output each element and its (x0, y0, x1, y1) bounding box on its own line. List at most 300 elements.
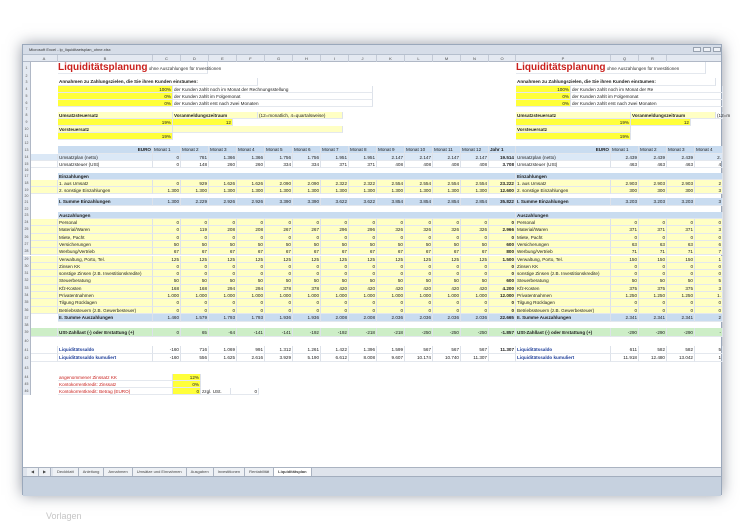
column-header-L[interactable]: L (405, 55, 433, 62)
value-cell[interactable]: 0 (209, 234, 237, 241)
cell[interactable] (31, 270, 58, 277)
value-cell[interactable]: 1.626 (237, 180, 265, 187)
value-cell[interactable]: 0 (461, 299, 489, 306)
value-cell[interactable]: 567 (461, 346, 489, 354)
value-cell[interactable]: 0 (181, 307, 209, 314)
value-cell[interactable]: 67 (265, 248, 293, 255)
value-cell[interactable]: 208 (237, 226, 265, 233)
column-header-R[interactable]: R (639, 55, 667, 62)
row-label[interactable]: Privatentnahmen (58, 292, 153, 299)
value-cell[interactable]: 0 (153, 161, 181, 168)
year-total-cell[interactable]: 12.600 (489, 187, 516, 194)
year-total-cell[interactable] (489, 354, 516, 362)
row-label[interactable]: 2. sonstige Einzahlungen (58, 187, 153, 194)
value-cell[interactable]: 294 (237, 285, 265, 292)
year-total-cell[interactable]: 600 (489, 241, 516, 248)
value-cell[interactable]: 408 (405, 161, 433, 168)
row-number[interactable]: 30 (23, 263, 31, 270)
value-cell[interactable]: 67 (349, 248, 377, 255)
value-cell[interactable]: 2.616 (237, 354, 265, 362)
payment-pct-input[interactable]: 0% (58, 100, 173, 107)
value-cell[interactable]: 0 (237, 219, 265, 226)
value-cell[interactable]: 0 (181, 234, 209, 241)
value-cell-right[interactable]: - (695, 328, 723, 337)
value-cell[interactable]: 0 (405, 307, 433, 314)
value-cell[interactable]: 168 (181, 285, 209, 292)
row-label[interactable]: Werbung/Vertrieb (58, 248, 153, 255)
value-cell[interactable]: -141 (237, 328, 265, 337)
value-cell[interactable]: 6.612 (321, 354, 349, 362)
value-cell-right[interactable]: 0 (611, 307, 639, 314)
value-cell-right[interactable]: 0 (667, 219, 695, 226)
value-cell[interactable]: 260 (209, 161, 237, 168)
value-cell[interactable]: 0 (293, 307, 321, 314)
value-cell-right[interactable]: 71 (667, 248, 695, 255)
row-number[interactable]: 2 (23, 74, 31, 78)
value-cell[interactable]: 0 (209, 307, 237, 314)
row-label[interactable]: Kfz-Kosten (58, 285, 153, 292)
value-cell-right[interactable]: -290 (611, 328, 639, 337)
param-input[interactable]: 0 (173, 388, 201, 395)
value-cell-right[interactable]: 2.903 (639, 180, 667, 187)
value-cell-right[interactable]: 300 (667, 187, 695, 194)
value-cell[interactable]: 8.008 (349, 354, 377, 362)
value-cell[interactable]: 50 (209, 241, 237, 248)
value-cell[interactable]: 0 (293, 234, 321, 241)
value-cell[interactable]: 2.322 (349, 180, 377, 187)
year-total-cell[interactable]: 4.200 (489, 285, 516, 292)
row-number[interactable]: 46 (23, 388, 31, 395)
row-label[interactable]: Material/Waren (58, 226, 153, 233)
value-cell[interactable]: 10.740 (433, 354, 461, 362)
value-cell[interactable]: 67 (293, 248, 321, 255)
row-label-right[interactable]: Versicherungen (516, 241, 611, 248)
row-number[interactable]: 40 (23, 337, 31, 346)
value-cell[interactable]: 0 (181, 270, 209, 277)
value-cell[interactable]: 378 (265, 285, 293, 292)
value-cell[interactable]: 50 (377, 277, 405, 284)
value-cell[interactable]: 50 (377, 241, 405, 248)
value-cell[interactable]: 2.147 (461, 154, 489, 161)
row-label[interactable]: USt-Zahllast (-) oder Erstattung (+) (58, 328, 153, 337)
row-number[interactable]: 33 (23, 285, 31, 292)
row-number[interactable]: 18 (23, 180, 31, 187)
column-header-H[interactable]: H (293, 55, 321, 62)
row-number[interactable]: 22 (23, 206, 31, 212)
value-cell[interactable]: 67 (377, 248, 405, 255)
payment-pct-input-right[interactable]: 100% (516, 86, 571, 93)
value-cell-right[interactable]: 0 (639, 307, 667, 314)
value-cell[interactable]: 1.300 (293, 187, 321, 194)
value-cell-right[interactable]: 0 (611, 299, 639, 306)
value-cell-right[interactable]: 375 (639, 285, 667, 292)
cell[interactable] (31, 354, 58, 362)
row-number[interactable]: 12 (23, 140, 31, 146)
row-label[interactable]: Umsatzsteuer (USt) (58, 161, 153, 168)
value-cell-right[interactable]: 5 (695, 346, 723, 354)
minimize-button[interactable] (693, 47, 701, 52)
value-cell[interactable]: -250 (433, 328, 461, 337)
period-input[interactable]: 12 (173, 119, 233, 126)
value-cell[interactable]: 125 (153, 256, 181, 263)
row-number[interactable]: 5 (23, 93, 31, 100)
value-cell[interactable]: -160 (153, 354, 181, 362)
value-cell[interactable]: 67 (321, 248, 349, 255)
value-cell[interactable]: 1.951 (321, 154, 349, 161)
sheet-tab[interactable]: Ausgaben (187, 468, 214, 476)
row-number[interactable]: 39 (23, 328, 31, 337)
row-number[interactable]: 38 (23, 322, 31, 328)
row-label[interactable]: Steuerberatung (58, 277, 153, 284)
value-cell[interactable]: 1.626 (209, 180, 237, 187)
value-cell[interactable]: 0 (461, 263, 489, 270)
year-total-cell[interactable]: 800 (489, 248, 516, 255)
value-cell[interactable]: -192 (293, 328, 321, 337)
value-cell[interactable]: -192 (321, 328, 349, 337)
row-label-right[interactable]: Privatentnahmen (516, 292, 611, 299)
value-cell[interactable]: 420 (321, 285, 349, 292)
value-cell[interactable]: 125 (461, 256, 489, 263)
value-cell[interactable]: 125 (209, 256, 237, 263)
value-cell[interactable]: 1.000 (293, 292, 321, 299)
value-cell[interactable]: 0 (293, 263, 321, 270)
value-cell[interactable]: 1.000 (405, 292, 433, 299)
value-cell[interactable]: 2.554 (461, 180, 489, 187)
row-label[interactable]: Personal (58, 219, 153, 226)
cell[interactable] (31, 226, 58, 233)
row-number[interactable]: 7 (23, 107, 31, 112)
value-cell-right[interactable]: 1.250 (611, 292, 639, 299)
year-total-cell[interactable]: 23.222 (489, 180, 516, 187)
year-total-cell[interactable]: 2.966 (489, 226, 516, 233)
cell[interactable] (31, 346, 58, 354)
value-cell[interactable]: 326 (461, 226, 489, 233)
value-cell-right[interactable]: 582 (667, 346, 695, 354)
value-cell[interactable]: 0 (265, 270, 293, 277)
value-cell-right[interactable]: 0 (611, 263, 639, 270)
value-cell[interactable]: 0 (433, 234, 461, 241)
row-number[interactable]: 41 (23, 346, 31, 354)
value-cell[interactable]: 0 (349, 234, 377, 241)
cell[interactable] (31, 292, 58, 299)
row-number[interactable]: 31 (23, 270, 31, 277)
row-number[interactable]: 29 (23, 256, 31, 263)
value-cell[interactable]: 9.607 (377, 354, 405, 362)
value-cell-right[interactable]: 0 (611, 219, 639, 226)
value-cell[interactable]: 1.300 (377, 187, 405, 194)
value-cell[interactable]: 125 (349, 256, 377, 263)
value-cell[interactable]: 1.261 (293, 346, 321, 354)
row-number[interactable]: 42 (23, 354, 31, 362)
year-total-cell[interactable]: 19.514 (489, 154, 516, 161)
value-cell-right[interactable]: 463 (639, 161, 667, 168)
value-cell-right[interactable]: 0 (695, 263, 723, 270)
value-cell[interactable]: 294 (209, 285, 237, 292)
value-cell[interactable]: 0 (433, 299, 461, 306)
value-cell[interactable]: 0 (377, 307, 405, 314)
value-cell[interactable]: 0 (321, 263, 349, 270)
value-cell-right[interactable]: 0 (695, 307, 723, 314)
payment-pct-input-right[interactable]: 0% (516, 93, 571, 100)
year-total-cell[interactable]: 0 (489, 299, 516, 306)
year-total-cell[interactable]: 11.307 (489, 346, 516, 354)
value-cell[interactable]: 2.554 (433, 180, 461, 187)
value-cell[interactable]: 0 (153, 328, 181, 337)
cell[interactable] (31, 299, 58, 306)
value-cell[interactable]: 420 (405, 285, 433, 292)
value-cell[interactable]: 567 (433, 346, 461, 354)
row-number[interactable]: 17 (23, 173, 31, 180)
value-cell[interactable]: 0 (209, 219, 237, 226)
value-cell[interactable]: 0 (349, 219, 377, 226)
value-cell-right[interactable]: 150 (639, 256, 667, 263)
row-number[interactable]: 13 (23, 146, 31, 154)
value-cell[interactable]: 0 (321, 219, 349, 226)
value-cell[interactable]: 50 (405, 277, 433, 284)
value-cell-right[interactable]: 0 (695, 234, 723, 241)
value-cell[interactable]: 50 (349, 277, 377, 284)
row-number[interactable]: 9 (23, 119, 31, 126)
row-label-right[interactable]: USt-Zahllast (-) oder Erstattung (+) (516, 328, 611, 337)
value-cell-right[interactable]: 2.903 (611, 180, 639, 187)
value-cell[interactable]: 0 (433, 263, 461, 270)
close-button[interactable] (713, 47, 721, 52)
value-cell-right[interactable]: 0 (639, 219, 667, 226)
column-header-E[interactable]: E (209, 55, 237, 62)
row-number[interactable]: 11 (23, 133, 31, 140)
value-cell[interactable]: 50 (321, 241, 349, 248)
year-total-cell[interactable]: 1.500 (489, 256, 516, 263)
row-label[interactable]: Zinsen KK (58, 263, 153, 270)
value-cell-right[interactable]: 0 (639, 299, 667, 306)
value-cell[interactable]: 1.366 (237, 154, 265, 161)
row-label-right[interactable]: Kfz-Kosten (516, 285, 611, 292)
value-cell[interactable]: 1.951 (349, 154, 377, 161)
value-cell[interactable]: 0 (405, 219, 433, 226)
value-cell[interactable]: -160 (153, 346, 181, 354)
row-label-right[interactable]: Umsatzplan (netto) (516, 154, 611, 161)
cell[interactable] (31, 187, 58, 194)
value-cell-right[interactable]: 63 (611, 241, 639, 248)
row-label-right[interactable]: Werbung/Vertrieb (516, 248, 611, 255)
value-cell[interactable]: 0 (349, 263, 377, 270)
value-cell-right[interactable]: 7 (695, 248, 723, 255)
value-cell[interactable]: 1.300 (321, 187, 349, 194)
value-cell[interactable]: 0 (405, 263, 433, 270)
value-cell[interactable]: 0 (181, 219, 209, 226)
value-cell[interactable]: 267 (265, 226, 293, 233)
value-cell[interactable]: 50 (461, 277, 489, 284)
value-cell[interactable]: 50 (153, 277, 181, 284)
year-total-cell[interactable]: 0 (489, 307, 516, 314)
value-cell[interactable]: 50 (181, 241, 209, 248)
value-cell[interactable]: 0 (153, 226, 181, 233)
value-cell-right[interactable]: 463 (667, 161, 695, 168)
value-cell[interactable]: 3.929 (265, 354, 293, 362)
value-cell[interactable]: 0 (433, 307, 461, 314)
row-number[interactable]: 35 (23, 299, 31, 306)
row-label-right[interactable]: Betriebssteuern (z.B. Gewerbesteuer) (516, 307, 611, 314)
row-label-right[interactable]: Liquiditätssaldo (516, 346, 611, 354)
value-cell[interactable]: 125 (265, 256, 293, 263)
value-cell[interactable]: 0 (349, 307, 377, 314)
value-cell-right[interactable]: 0 (667, 270, 695, 277)
value-cell[interactable]: -218 (349, 328, 377, 337)
value-cell[interactable]: 0 (349, 270, 377, 277)
cell[interactable] (31, 277, 58, 284)
column-header-B[interactable]: B (58, 55, 153, 62)
value-cell[interactable]: 50 (237, 241, 265, 248)
row-number[interactable]: 8 (23, 112, 31, 119)
value-cell-right[interactable]: 0 (611, 270, 639, 277)
row-label[interactable]: Tilgung Rücklagen (58, 299, 153, 306)
value-cell[interactable]: 0 (377, 270, 405, 277)
column-header-M[interactable]: M (433, 55, 461, 62)
row-number[interactable]: 1 (23, 62, 31, 74)
value-cell[interactable]: 0 (153, 307, 181, 314)
value-cell-right[interactable]: 375 (667, 285, 695, 292)
row-label[interactable]: Miete, Pacht (58, 234, 153, 241)
value-cell[interactable]: 67 (405, 248, 433, 255)
sheet-tab[interactable]: Umsätze und Einnahmen (133, 468, 187, 476)
row-label-right[interactable]: Umsatzsteuer (USt) (516, 161, 611, 168)
value-cell[interactable]: 716 (181, 346, 209, 354)
value-cell-right[interactable]: 1 (695, 354, 723, 362)
value-cell[interactable]: 1.599 (377, 346, 405, 354)
payment-pct-input-right[interactable]: 0% (516, 100, 571, 107)
column-header-D[interactable]: D (181, 55, 209, 62)
value-cell[interactable]: 1.000 (153, 292, 181, 299)
value-cell[interactable]: 371 (321, 161, 349, 168)
row-label-right[interactable]: sonstige Zinsen (z.B. Investitionskredite) (516, 270, 611, 277)
row-label[interactable]: Betriebssteuern (z.B. Gewerbesteuer) (58, 307, 153, 314)
value-cell[interactable]: 1.625 (209, 354, 237, 362)
value-cell[interactable]: 2.090 (293, 180, 321, 187)
value-cell[interactable]: 0 (433, 270, 461, 277)
column-header-I[interactable]: I (321, 55, 349, 62)
value-cell[interactable]: 260 (237, 161, 265, 168)
value-cell-right[interactable]: 1.250 (667, 292, 695, 299)
payment-pct-input[interactable]: 0% (58, 93, 173, 100)
value-cell[interactable]: 0 (405, 270, 433, 277)
column-header-F[interactable]: F (237, 55, 265, 62)
value-cell[interactable]: 1.000 (349, 292, 377, 299)
value-cell-right[interactable]: -290 (667, 328, 695, 337)
value-cell[interactable]: 1.422 (321, 346, 349, 354)
value-cell[interactable]: 0 (461, 234, 489, 241)
param-input[interactable]: 12% (173, 374, 201, 381)
value-cell-right[interactable]: 50 (667, 277, 695, 284)
row-label-right[interactable]: Steuerberatung (516, 277, 611, 284)
value-cell[interactable]: 50 (321, 277, 349, 284)
value-cell[interactable]: 0 (377, 234, 405, 241)
value-cell-right[interactable]: 0 (639, 234, 667, 241)
cell[interactable] (31, 180, 58, 187)
value-cell[interactable]: 50 (461, 241, 489, 248)
value-cell[interactable]: 67 (433, 248, 461, 255)
value-cell[interactable]: 0 (321, 270, 349, 277)
value-cell[interactable]: 0 (461, 307, 489, 314)
value-cell[interactable]: 1.000 (209, 292, 237, 299)
row-number[interactable]: 23 (23, 212, 31, 219)
value-cell[interactable]: 0 (321, 307, 349, 314)
value-cell[interactable]: 10.174 (405, 354, 433, 362)
value-cell[interactable]: 420 (433, 285, 461, 292)
value-cell[interactable]: 1.300 (153, 187, 181, 194)
value-cell[interactable]: 0 (237, 307, 265, 314)
maximize-button[interactable] (703, 47, 711, 52)
value-cell[interactable]: 50 (153, 241, 181, 248)
period-input-right[interactable]: 12 (631, 119, 691, 126)
sheet-tab[interactable]: Annahmen (104, 468, 132, 476)
value-cell[interactable]: 125 (433, 256, 461, 263)
value-cell[interactable]: 0 (153, 154, 181, 161)
value-cell[interactable]: 1.300 (433, 187, 461, 194)
value-cell[interactable]: 0 (181, 299, 209, 306)
value-cell[interactable]: 991 (237, 346, 265, 354)
cell[interactable] (31, 307, 58, 314)
value-cell[interactable]: 1.000 (433, 292, 461, 299)
year-total-cell[interactable]: 600 (489, 277, 516, 284)
value-cell-right[interactable]: 1 (695, 256, 723, 263)
year-total-cell[interactable]: 0 (489, 270, 516, 277)
value-cell[interactable]: 0 (293, 299, 321, 306)
column-header-O[interactable]: O (489, 55, 516, 62)
value-cell[interactable]: 0 (405, 299, 433, 306)
value-cell[interactable]: 1.300 (181, 187, 209, 194)
value-cell[interactable]: 334 (265, 161, 293, 168)
value-cell[interactable]: 408 (461, 161, 489, 168)
row-label-right[interactable]: Material/Waren (516, 226, 611, 233)
value-cell[interactable]: 408 (377, 161, 405, 168)
row-label-right[interactable]: Zinsen KK (516, 263, 611, 270)
value-cell-right[interactable]: 2. (695, 154, 723, 161)
value-cell[interactable]: 2.554 (377, 180, 405, 187)
value-cell[interactable]: 420 (377, 285, 405, 292)
value-cell[interactable]: 50 (405, 241, 433, 248)
cell[interactable] (31, 234, 58, 241)
value-cell[interactable]: 0 (433, 219, 461, 226)
row-number[interactable]: 4 (23, 86, 31, 93)
value-cell[interactable]: 125 (405, 256, 433, 263)
value-cell[interactable]: -64 (209, 328, 237, 337)
value-cell-right[interactable]: 582 (639, 346, 667, 354)
value-cell-right[interactable]: 3 (695, 226, 723, 233)
row-number[interactable]: 43 (23, 362, 31, 374)
value-cell[interactable]: 0 (209, 299, 237, 306)
value-cell[interactable]: 1.366 (209, 154, 237, 161)
row-number[interactable]: 21 (23, 198, 31, 206)
year-total-cell[interactable]: 0 (489, 263, 516, 270)
column-header-J[interactable]: J (349, 55, 377, 62)
value-cell-right[interactable]: 300 (639, 187, 667, 194)
value-cell[interactable]: 378 (293, 285, 321, 292)
value-cell[interactable]: 2.090 (265, 180, 293, 187)
value-cell[interactable]: 0 (153, 234, 181, 241)
value-cell[interactable]: 0 (321, 299, 349, 306)
row-number[interactable]: 27 (23, 241, 31, 248)
value-cell[interactable]: 2.147 (433, 154, 461, 161)
value-cell[interactable]: 929 (181, 180, 209, 187)
value-cell-right[interactable]: 12.480 (639, 354, 667, 362)
value-cell[interactable]: 296 (349, 226, 377, 233)
row-label-right[interactable]: Tilgung Rücklagen (516, 299, 611, 306)
value-cell[interactable]: 0 (237, 234, 265, 241)
value-cell-right[interactable]: 2 (695, 180, 723, 187)
value-cell-right[interactable]: 71 (611, 248, 639, 255)
row-label[interactable]: Verwaltung, Porto, Tel. (58, 256, 153, 263)
value-cell[interactable]: 1.000 (181, 292, 209, 299)
